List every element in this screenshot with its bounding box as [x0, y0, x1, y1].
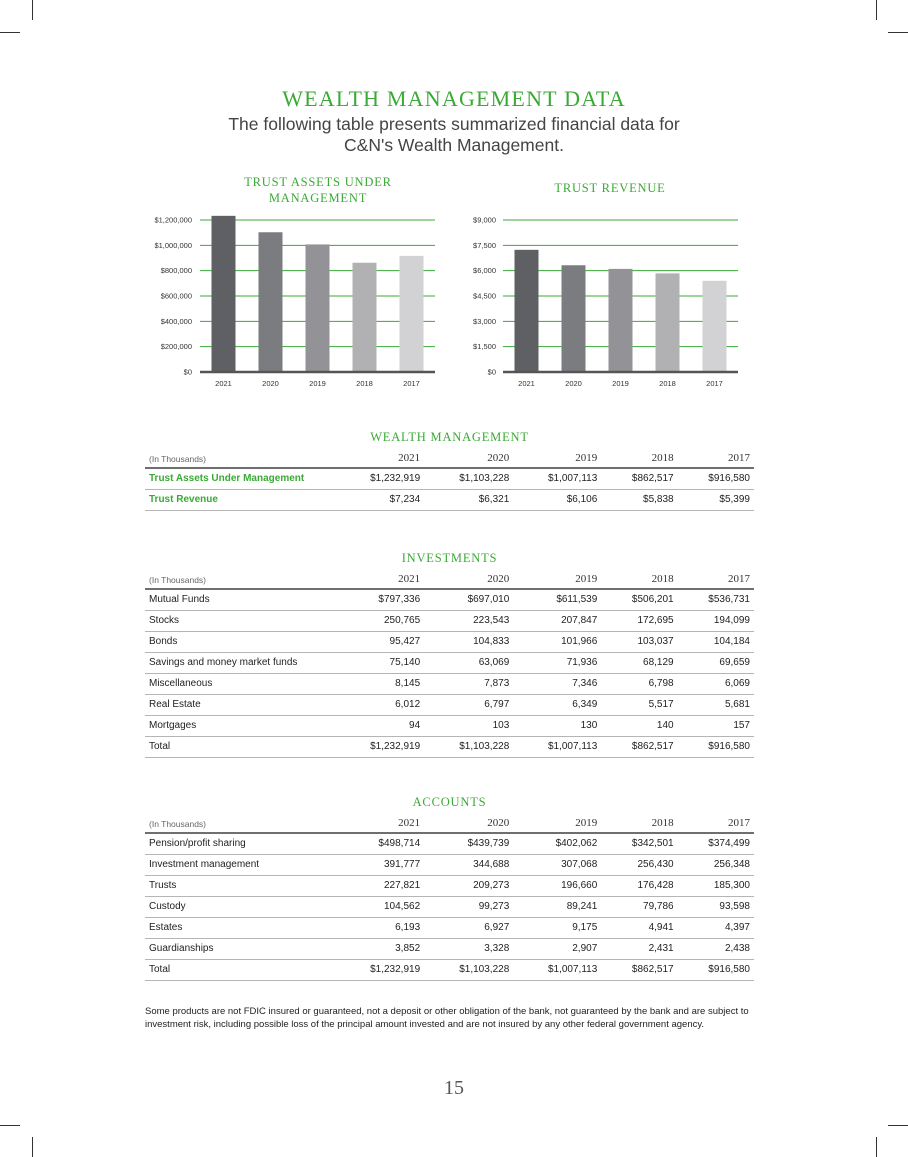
row-label: Pension/profit sharing [145, 833, 335, 854]
table-cell: $1,007,113 [513, 468, 601, 489]
table-cell: $6,106 [513, 489, 601, 510]
row-label: Trust Assets Under Management [145, 468, 335, 489]
table-cell: $797,336 [335, 589, 424, 610]
trust-assets-chart [135, 210, 445, 390]
table-cell: 103 [424, 715, 513, 736]
table-cell: 3,328 [424, 938, 513, 959]
bar-2019 [609, 269, 633, 372]
table-cell: 63,069 [424, 652, 513, 673]
table-cell: 101,966 [513, 631, 601, 652]
table-cell: 4,941 [601, 917, 677, 938]
bar-2020 [259, 232, 283, 372]
crop-mark [876, 1137, 877, 1157]
x-tick-label: 2018 [659, 379, 676, 388]
row-label: Savings and money market funds [145, 652, 335, 673]
table-row [145, 875, 754, 896]
table-cell: 157 [678, 715, 754, 736]
table-row [145, 631, 754, 652]
row-label: Trusts [145, 875, 335, 896]
year-header: 2017 [678, 449, 754, 468]
table-cell: 250,765 [335, 610, 424, 631]
accounts-table [145, 814, 754, 981]
crop-mark [32, 1137, 33, 1157]
table-cell: $611,539 [513, 589, 601, 610]
table-cell: 140 [601, 715, 677, 736]
row-label: Real Estate [145, 694, 335, 715]
table-header-row [145, 449, 754, 468]
row-label: Mortgages [145, 715, 335, 736]
bar-2019 [306, 244, 330, 372]
y-tick-label: $3,000 [473, 316, 496, 326]
year-header: 2020 [424, 449, 513, 468]
table-cell: 89,241 [513, 896, 601, 917]
row-label: Estates [145, 917, 335, 938]
table-cell: 6,798 [601, 673, 677, 694]
table-cell: $498,714 [335, 833, 424, 854]
table-cell: 6,193 [335, 917, 424, 938]
crop-mark [32, 0, 33, 20]
x-tick-label: 2019 [612, 379, 629, 388]
y-tick-label: $0 [183, 367, 192, 377]
table-cell: $1,232,919 [335, 468, 424, 489]
table-cell: $697,010 [424, 589, 513, 610]
table-cell: $439,739 [424, 833, 513, 854]
unit-label: (In Thousands) [145, 814, 335, 833]
y-tick-label: $200,000 [160, 342, 192, 352]
table-cell: 130 [513, 715, 601, 736]
table-cell: 307,068 [513, 854, 601, 875]
table-cell: $916,580 [678, 468, 754, 489]
table-cell: 207,847 [513, 610, 601, 631]
table-cell: 194,099 [678, 610, 754, 631]
table-cell: 95,427 [335, 631, 424, 652]
table-cell: 5,517 [601, 694, 677, 715]
table-header-row [145, 814, 754, 833]
chart-title-trust-revenue: TRUST REVENUE [554, 181, 666, 195]
table-cell: 7,873 [424, 673, 513, 694]
row-label: Investment management [145, 854, 335, 875]
table-cell: 172,695 [601, 610, 677, 631]
row-label: Miscellaneous [145, 673, 335, 694]
table-cell: 6,349 [513, 694, 601, 715]
investments-title: INVESTMENTS [401, 551, 498, 565]
year-header: 2017 [678, 570, 754, 589]
year-header: 2019 [513, 449, 601, 468]
table-cell: $7,234 [335, 489, 424, 510]
table-cell: $916,580 [678, 736, 754, 757]
table-cell: 256,430 [601, 854, 677, 875]
y-tick-label: $4,500 [473, 291, 496, 301]
table-row [145, 917, 754, 938]
table-cell: 75,140 [335, 652, 424, 673]
table-cell: $1,007,113 [513, 959, 601, 980]
year-header: 2018 [601, 449, 677, 468]
y-tick-label: $1,200,000 [154, 215, 192, 225]
page-title: WEALTH MANAGEMENT DATA [282, 86, 626, 111]
table-cell: 2,431 [601, 938, 677, 959]
x-tick-label: 2021 [215, 379, 232, 388]
row-label: Bonds [145, 631, 335, 652]
table-cell: $1,232,919 [335, 959, 424, 980]
unit-label: (In Thousands) [145, 570, 335, 589]
unit-label: (In Thousands) [145, 449, 335, 468]
table-row [145, 694, 754, 715]
year-header: 2021 [335, 814, 424, 833]
table-row [145, 833, 754, 854]
accounts-title: ACCOUNTS [412, 795, 487, 809]
year-header: 2018 [601, 814, 677, 833]
table-cell: $1,232,919 [335, 736, 424, 757]
investments-table [145, 570, 754, 758]
table-cell: $5,399 [678, 489, 754, 510]
table-cell: 227,821 [335, 875, 424, 896]
year-header: 2019 [513, 570, 601, 589]
table-cell: 176,428 [601, 875, 677, 896]
row-label: Total [145, 959, 335, 980]
table-cell: 99,273 [424, 896, 513, 917]
x-tick-label: 2018 [356, 379, 373, 388]
bar-2018 [656, 273, 680, 372]
table-row [145, 610, 754, 631]
table-row [145, 959, 754, 980]
crop-mark [876, 0, 877, 20]
table-cell: 2,907 [513, 938, 601, 959]
table-row [145, 673, 754, 694]
y-tick-label: $0 [487, 367, 496, 377]
x-tick-label: 2020 [565, 379, 582, 388]
y-tick-label: $1,000,000 [154, 240, 192, 250]
y-tick-label: $6,000 [473, 266, 496, 276]
bar-2017 [703, 281, 727, 372]
x-tick-label: 2021 [518, 379, 535, 388]
table-cell: 7,346 [513, 673, 601, 694]
table-cell: 68,129 [601, 652, 677, 673]
year-header: 2021 [335, 570, 424, 589]
x-tick-label: 2017 [706, 379, 723, 388]
year-header: 2019 [513, 814, 601, 833]
year-header: 2020 [424, 570, 513, 589]
table-cell: $916,580 [678, 959, 754, 980]
x-tick-label: 2019 [309, 379, 326, 388]
page-number: 15 [444, 1077, 464, 1099]
y-tick-label: $400,000 [160, 316, 192, 326]
table-row [145, 938, 754, 959]
table-cell: $1,103,228 [424, 959, 513, 980]
row-label: Mutual Funds [145, 589, 335, 610]
table-cell: 9,175 [513, 917, 601, 938]
table-row [145, 736, 754, 757]
row-label: Total [145, 736, 335, 757]
year-header: 2017 [678, 814, 754, 833]
table-cell: $342,501 [601, 833, 677, 854]
row-label: Custody [145, 896, 335, 917]
table-row [145, 468, 754, 489]
x-tick-label: 2017 [403, 379, 420, 388]
bar-2018 [353, 263, 377, 372]
x-tick-label: 2020 [262, 379, 279, 388]
table-cell: $1,103,228 [424, 468, 513, 489]
y-tick-label: $800,000 [160, 266, 192, 276]
table-cell: $1,007,113 [513, 736, 601, 757]
table-cell: 3,852 [335, 938, 424, 959]
table-row [145, 854, 754, 875]
year-header: 2021 [335, 449, 424, 468]
bar-2017 [400, 256, 424, 372]
table-cell: 196,660 [513, 875, 601, 896]
crop-mark [888, 1125, 908, 1126]
y-tick-label: $7,500 [473, 240, 496, 250]
table-cell: 223,543 [424, 610, 513, 631]
table-row [145, 652, 754, 673]
table-header-row [145, 570, 754, 589]
wealth-management-title: WEALTH MANAGEMENT [370, 430, 529, 444]
table-cell: $862,517 [601, 736, 677, 757]
row-label: Stocks [145, 610, 335, 631]
wealth-management-table [145, 449, 754, 511]
table-cell: 185,300 [678, 875, 754, 896]
disclaimer-footnote: Some products are not FDIC insured or guaranteed, not a deposit or other obligation of the bank, not guaranteed by the bank and are subject to investment risk, including possible loss of the principal amount invested and are not insured by any other federal government agency. [145, 1006, 749, 1030]
table-cell: 103,037 [601, 631, 677, 652]
crop-mark [0, 1125, 20, 1126]
table-cell: 93,598 [678, 896, 754, 917]
table-cell: $6,321 [424, 489, 513, 510]
table-cell: 104,184 [678, 631, 754, 652]
page-subtitle: The following table presents summarized financial data for C&N's Wealth Management. [228, 114, 680, 155]
table-cell: 6,069 [678, 673, 754, 694]
table-cell: $5,838 [601, 489, 677, 510]
table-row [145, 715, 754, 736]
table-cell: $536,731 [678, 589, 754, 610]
table-cell: 6,012 [335, 694, 424, 715]
trust-revenue-chart [460, 210, 750, 390]
table-cell: 2,438 [678, 938, 754, 959]
table-cell: $862,517 [601, 959, 677, 980]
table-cell: 71,936 [513, 652, 601, 673]
table-cell: 344,688 [424, 854, 513, 875]
table-cell: $374,499 [678, 833, 754, 854]
table-cell: 104,562 [335, 896, 424, 917]
y-tick-label: $9,000 [473, 215, 496, 225]
bar-2020 [562, 265, 586, 372]
table-cell: 79,786 [601, 896, 677, 917]
table-cell: 4,397 [678, 917, 754, 938]
table-cell: 104,833 [424, 631, 513, 652]
table-cell: 69,659 [678, 652, 754, 673]
crop-mark [0, 32, 20, 33]
table-cell: $1,103,228 [424, 736, 513, 757]
table-cell: 5,681 [678, 694, 754, 715]
crop-mark [888, 32, 908, 33]
table-row [145, 896, 754, 917]
table-cell: 209,273 [424, 875, 513, 896]
table-row [145, 489, 754, 510]
bar-2021 [515, 250, 539, 372]
y-tick-label: $1,500 [473, 342, 496, 352]
year-header: 2020 [424, 814, 513, 833]
table-cell: 94 [335, 715, 424, 736]
table-cell: $862,517 [601, 468, 677, 489]
table-cell: 8,145 [335, 673, 424, 694]
row-label: Guardianships [145, 938, 335, 959]
row-label: Trust Revenue [145, 489, 335, 510]
y-tick-label: $600,000 [160, 291, 192, 301]
chart-title-trust-assets: TRUST ASSETS UNDER MANAGEMENT [244, 175, 392, 205]
table-cell: 6,797 [424, 694, 513, 715]
table-cell: $402,062 [513, 833, 601, 854]
bar-2021 [212, 216, 236, 372]
table-row [145, 589, 754, 610]
year-header: 2018 [601, 570, 677, 589]
table-cell: 391,777 [335, 854, 424, 875]
table-cell: $506,201 [601, 589, 677, 610]
table-cell: 6,927 [424, 917, 513, 938]
table-cell: 256,348 [678, 854, 754, 875]
